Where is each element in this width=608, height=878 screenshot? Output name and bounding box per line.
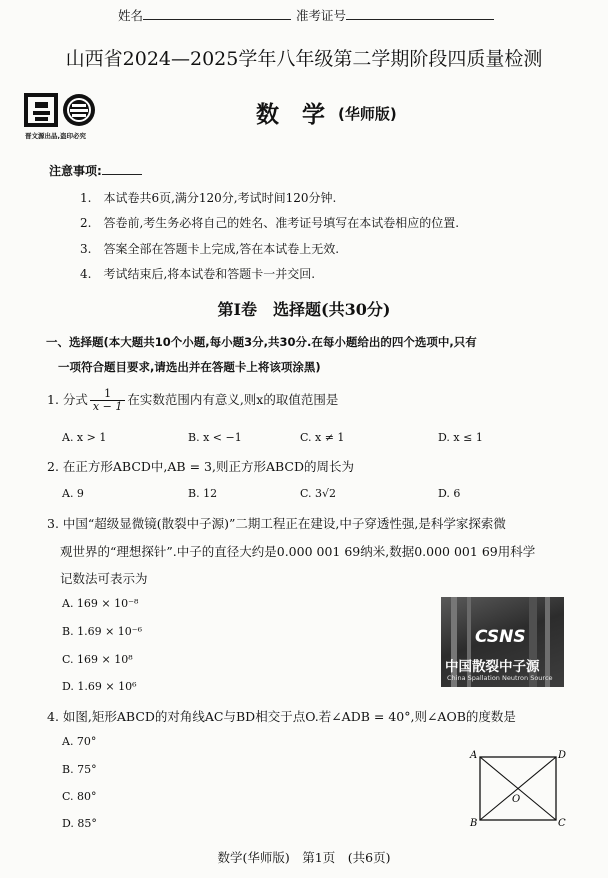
q4-option-c: C. 80° [62, 790, 97, 803]
question-4-stem: 4. 如图,矩形ABCD的对角线AC与BD相交于点O.若∠ADB = 40°,则∠AOB的度数是 [47, 709, 516, 724]
csns-photo [441, 597, 564, 687]
rectangle-figure [466, 746, 572, 832]
exam-id-label: 准考证号 [296, 8, 347, 23]
logo-caption: 晋文源出品,盗印必究 [25, 132, 86, 140]
q2-option-a: A. 9 [62, 487, 84, 500]
question-1-stem: 1. 分式 $\frac{1}{x - 1}$ 在实数范围内有意义,则x的取值范围是 [47, 387, 339, 413]
question-2-stem: 2. 在正方形ABCD中,AB = 3,则正方形ABCD的周长为 [47, 459, 354, 474]
name-blank [143, 7, 291, 20]
csns-badge: CSNS [475, 627, 526, 647]
q3-option-a: A. 169 × 10⁻⁸ [62, 597, 139, 610]
note-item-4: 4. 考试结束后,将本试卷和答题卡一并交回. [80, 267, 316, 281]
q2-option-b: B. 12 [188, 487, 218, 500]
name-label: 姓名 [118, 8, 144, 23]
label-o: O [512, 794, 521, 805]
q1-option-b: B. x < −1 [188, 431, 242, 444]
q4-option-d: D. 85° [62, 817, 97, 830]
note-item-3: 3. 答案全部在答题卡上完成,答在本试卷上无效. [80, 242, 340, 256]
label-d: D [558, 750, 567, 761]
question-3-stem-line3: 记数法可表示为 [60, 571, 148, 586]
section-intro-line2: 一项符合题目要求,请选出并在答题卡上将该项涂黑) [58, 360, 321, 374]
exam-title: 山西省2024—2025学年八年级第二学期阶段四质量检测 [65, 48, 543, 70]
section-title: 第Ⅰ卷 选择题(共30分) [217, 300, 391, 319]
label-b: B [470, 818, 478, 829]
q1-option-d: D. x ≤ 1 [438, 431, 483, 444]
q3-option-b: B. 1.69 × 10⁻⁶ [62, 625, 142, 638]
note-item-1: 1. 本试卷共6页,满分120分,考试时间120分钟. [80, 191, 337, 205]
name-field [118, 6, 291, 24]
q2-option-d: D. 6 [438, 487, 461, 500]
label-a: A [470, 750, 478, 761]
csns-subtitle: China Spallation Neutron Source [447, 674, 553, 682]
exam-id-blank [346, 7, 494, 20]
fraction: $\frac{1}{x - 1}$ [90, 388, 125, 413]
question-3-stem-line1: 3. 中国“超级显微镜(散裂中子源)”二期工程正在建设,中子穿透性强,是科学家探索微 [47, 516, 506, 531]
q2-option-c: C. 3√2 [300, 487, 337, 500]
exam-id-field [296, 6, 494, 24]
q3-option-c: C. 169 × 10⁸ [62, 653, 133, 666]
page-footer: 数学(华师版) 第1页 (共6页) [217, 850, 391, 865]
q4-option-a: A. 70° [62, 735, 97, 748]
label-c: C [558, 818, 566, 829]
csns-title: 中国散裂中子源 [445, 659, 540, 675]
note-item-2: 2. 答卷前,考生务必将自己的姓名、准考证号填写在本试卷相应的位置. [80, 216, 460, 230]
notes-heading: 注意事项: [49, 162, 142, 179]
q1-option-a: A. x > 1 [62, 431, 107, 444]
q1-option-c: C. x ≠ 1 [300, 431, 345, 444]
notes-underline [102, 165, 142, 175]
q4-option-b: B. 75° [62, 763, 97, 776]
question-3-stem-line2: 观世界的“理想探针”.中子的直径大约是0.000 001 69纳米,数据0.000 001 69用科学 [60, 544, 536, 559]
q3-option-d: D. 1.69 × 10⁶ [62, 680, 137, 693]
publisher-logo [23, 92, 133, 144]
subject-name: 数 学 [256, 101, 325, 128]
subject-edition: (华师版) [338, 105, 397, 123]
section-intro-line1: 一、选择题(本大题共10个小题,每小题3分,共30分.在每小题给出的四个选项中,只有 [46, 335, 477, 349]
